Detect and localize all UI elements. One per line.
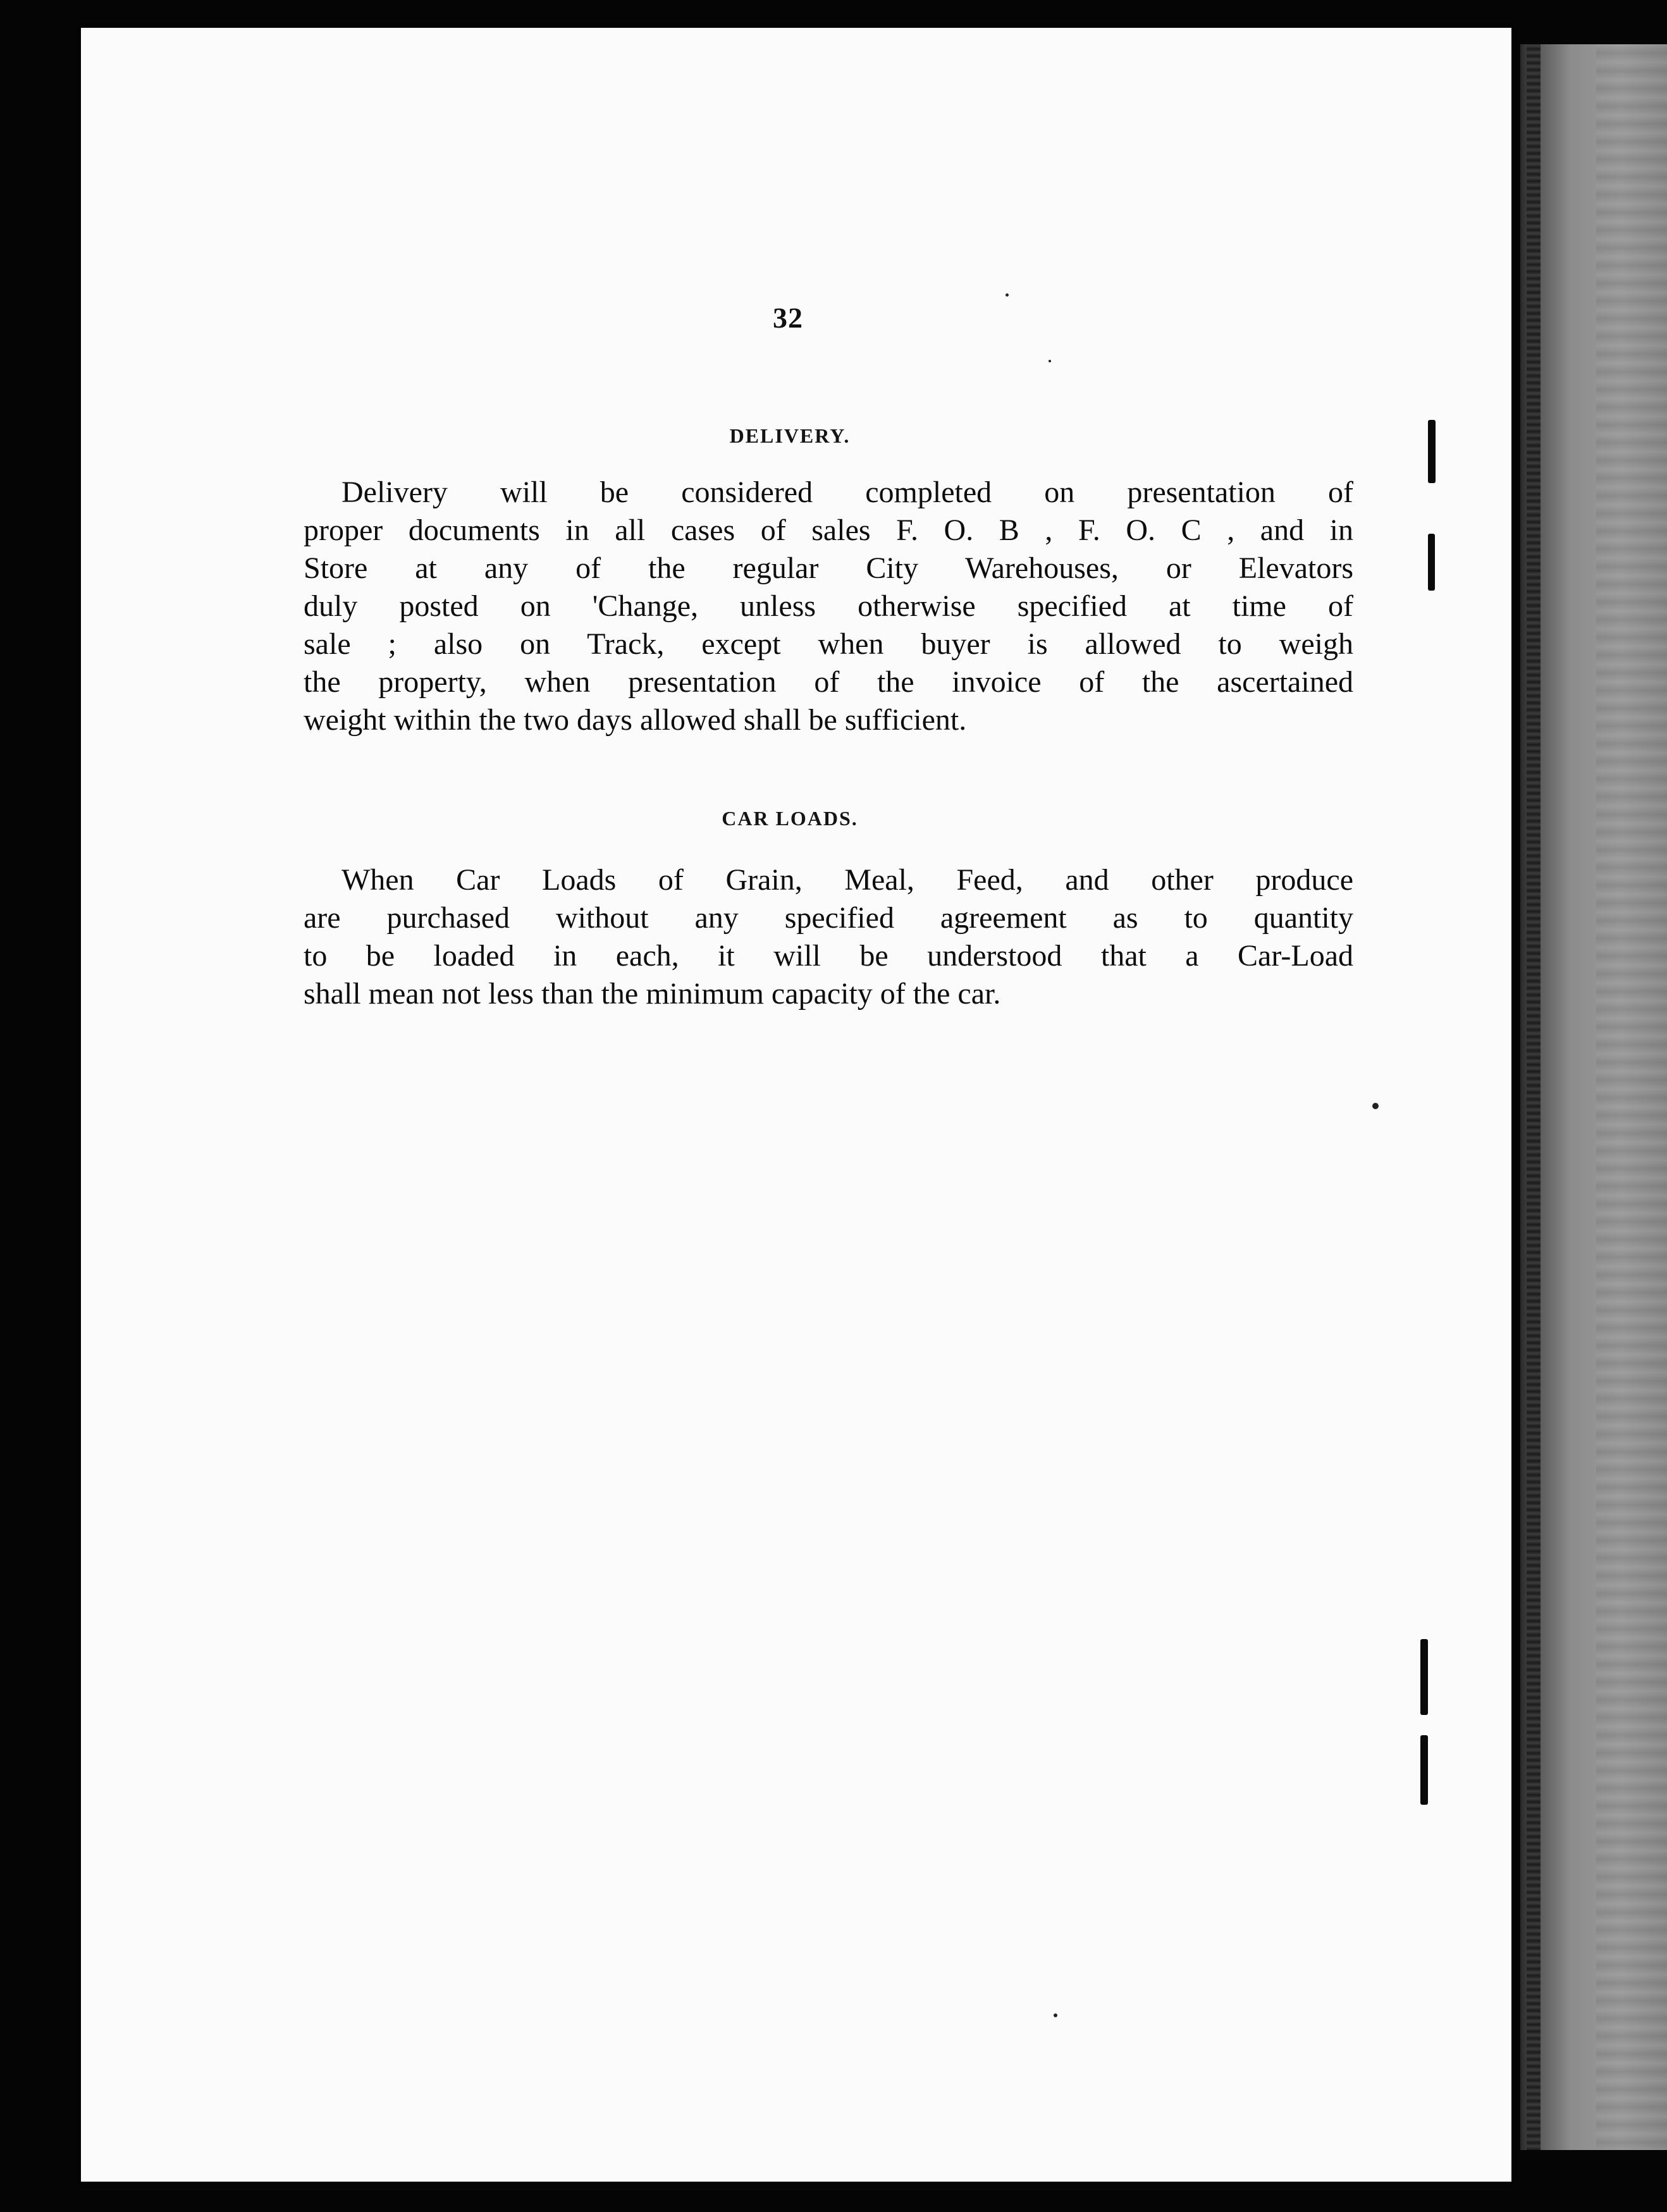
paragraph-line: shall mean not less than the minimum capacity of the car. [304,977,1001,1011]
speck [1054,2013,1057,2017]
book-edge [1520,44,1667,2150]
paragraph-line: to be loaded in each, it will be understood that a Car-Load [304,939,1353,973]
heading-text: DELIVERY. [729,424,851,447]
paragraph-line: sale ; also on Track, except when buyer is allowed to weigh [304,627,1353,661]
page-number-text: 32 [773,302,803,334]
paragraph-line: proper documents in all cases of sales F. O. B , F. O. C , and in [304,513,1353,547]
paragraph-car-loads [304,861,1353,1013]
paragraph-line: are purchased without any specified agreement as to quantity [304,901,1353,935]
speck [1006,293,1009,297]
paragraph-line: Store at any of the regular City Warehouses, or Elevators [304,551,1353,585]
stitch-mark [1420,1735,1428,1805]
document-page [81,28,1511,2182]
paragraph-line: Delivery will be considered completed on presentation of [341,476,1353,509]
section-heading-car-loads [81,807,1511,830]
stitch-mark [1428,420,1436,483]
paragraph-delivery [304,474,1353,739]
speck [1372,1103,1379,1109]
paragraph-line: When Car Loads of Grain, Meal, Feed, and other produce [341,863,1353,897]
stitch-mark [1428,534,1435,591]
paragraph-line: the property, when presentation of the invoice of the ascertained [304,665,1353,699]
heading-text: CAR LOADS. [722,807,858,830]
paragraph-line: duly posted on 'Change, unless otherwise specified at time of [304,589,1353,623]
paragraph-line: weight within the two days allowed shall be sufficient. [304,703,967,737]
stitch-mark [1420,1639,1428,1715]
section-heading-delivery [81,424,1511,448]
speck [1049,360,1051,362]
page-number [81,301,1511,335]
